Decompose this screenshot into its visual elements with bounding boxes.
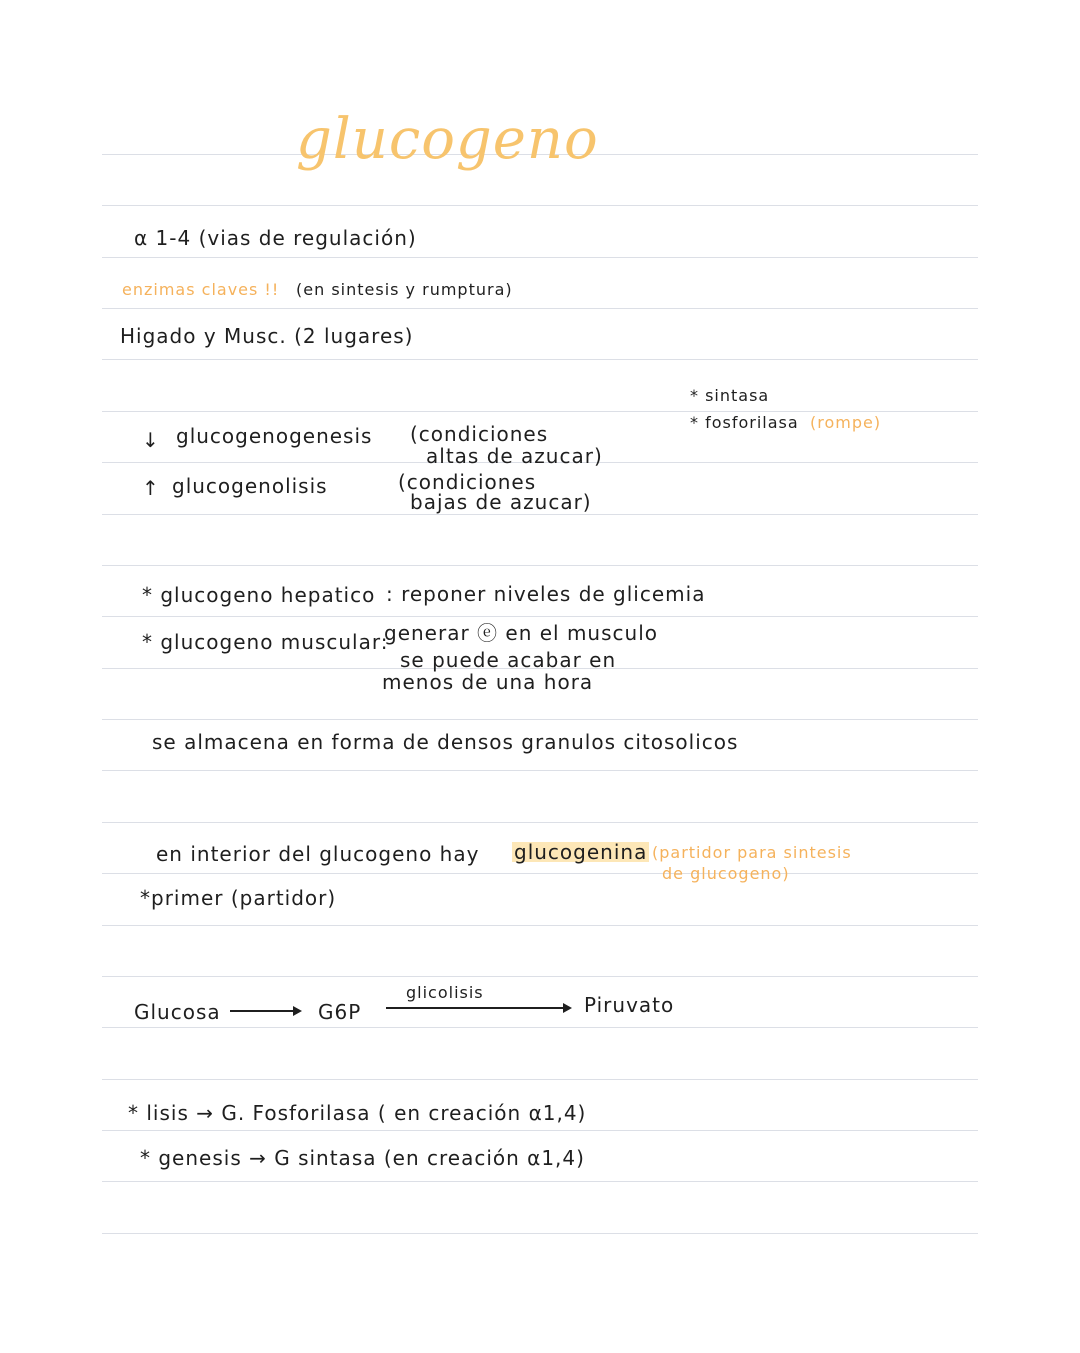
notebook-rule [102,1233,978,1234]
muscular-description-3: menos de una hora [382,670,594,694]
glicolisis-label: glicolisis [406,983,484,1002]
g6p-label: G6P [318,1000,362,1024]
glucogenolisis-term: glucogenolisis [172,474,328,498]
notebook-rule [102,719,978,720]
interior-prefix: en interior del glucogeno hay [156,842,480,866]
genesis-condition-1: (condiciones [410,422,549,446]
notebook-rule [102,411,978,412]
page-title: glucogeno [296,107,599,172]
glucogenogenesis-term: glucogenogenesis [176,424,373,448]
muscular-description-2: se puede acabar en [400,648,617,672]
glucosa-to-g6p-arrow-icon [230,1010,300,1012]
lisis-condition-2: bajas de azucar) [410,490,592,514]
notebook-rule [102,308,978,309]
muscular-description-1: generar ⓔ en el musculo [384,621,658,645]
notebook-rule [102,565,978,566]
enzimas-claves-label: enzimas claves !! [122,280,280,299]
regulation-line: α 1-4 (vias de regulación) [134,226,417,250]
sintesis-rumptura-note: (en sintesis y rumptura) [296,280,513,299]
lisis-condition-1: (condiciones [398,470,537,494]
primer-line: *primer (partidor) [140,886,337,910]
notebook-rule [102,1027,978,1028]
hepatico-term: * glucogeno hepatico [142,583,376,607]
notebook-rule [102,257,978,258]
side-note-sintasa: * sintasa [690,386,770,405]
notebook-rule [102,1181,978,1182]
notebook-rule [102,873,978,874]
side-note-rompe: (rompe) [810,413,882,432]
notebook-rule [102,514,978,515]
side-note-fosforilasa: * fosforilasa [690,413,799,432]
notebook-rule [102,359,978,360]
glucosa-label: Glucosa [134,1000,221,1024]
notebook-rule [102,1130,978,1131]
notebook-rule [102,616,978,617]
glucogenina-note-2: de glucogeno) [662,864,790,883]
notebook-rule [102,976,978,977]
piruvato-label: Piruvato [584,993,675,1017]
g6p-to-piruvato-arrow-icon [386,1007,570,1009]
up-arrow-icon: ↑ [142,476,160,500]
genesis-condition-2: altas de azucar) [426,444,603,468]
locations-line: Higado y Musc. (2 lugares) [120,324,414,348]
hepatico-description: : reponer niveles de glicemia [386,582,706,606]
notebook-rule [102,822,978,823]
notebook-rule [102,1079,978,1080]
glucogenina-highlight: glucogenina [514,840,648,864]
genesis-summary-line: * genesis → G sintasa (en creación α1,4) [140,1146,585,1170]
notebook-rule [102,205,978,206]
almacena-line: se almacena en forma de densos granulos citosolicos [152,730,739,754]
muscular-term: * glucogeno muscular: [142,630,389,654]
notebook-rule [102,925,978,926]
glucogenina-note-1: (partidor para sintesis [652,843,852,862]
down-arrow-icon: ↓ [142,428,160,452]
lisis-summary-line: * lisis → G. Fosforilasa ( en creación α1,4) [128,1101,587,1125]
notebook-rule [102,770,978,771]
